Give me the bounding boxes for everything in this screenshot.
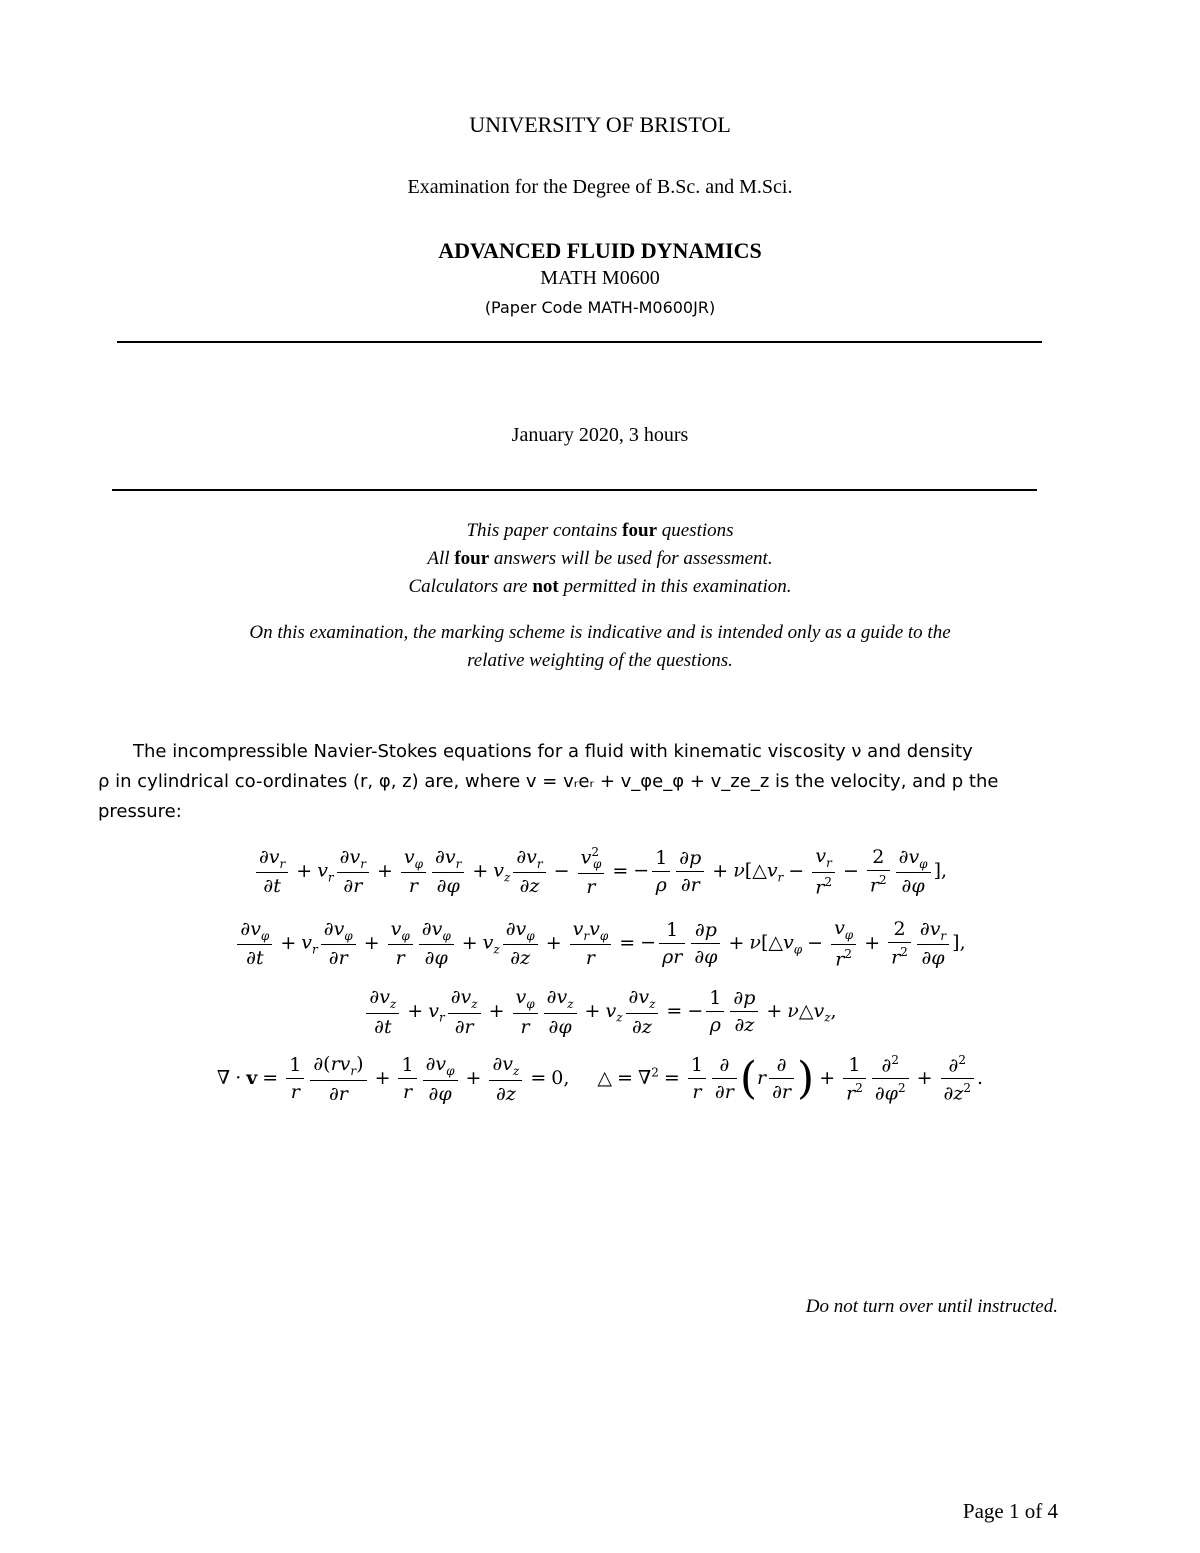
navier-stokes-phi-equation: $\frac{\partial v_\varphi}{\partial t}$ + $v_r$ $\frac{\partial v_\varphi}{\partial r}$ + $\frac{v_\varphi}{r}$ $\frac{\partial v_\varphi}{\partial\varphi}$ + $v_z$ $\frac{\partial v_\varphi}{\partial z}$ + $\frac{v_rv_\varphi}{r}$ = − $\frac{1}{\rho r}$ $\frac{\partial p}{\partial\varphi}$ + $\nu[\triangle v_\varphi$ − $\frac{v_\varphi}{r^2}$ + $\frac{2}{r^2}$ $\frac{\partial v_r}{\partial\varphi}$ ], <box>0 917 1200 970</box>
course-code: MATH M0600 <box>540 267 660 289</box>
intro-line-3: pressure: <box>98 801 182 822</box>
bottom-rule <box>112 489 1037 491</box>
instruction-assessment: All four answers will be used for assessment. <box>427 548 773 569</box>
course-title: ADVANCED FLUID DYNAMICS <box>438 238 762 263</box>
university-name: UNIVERSITY OF BRISTOL <box>469 112 731 137</box>
top-rule <box>117 341 1042 343</box>
paper-code: (Paper Code MATH-M0600JR) <box>484 298 716 317</box>
continuity-and-laplacian-equation: ∇ · v = $\frac{1}{r}$ $\frac{\partial(rv_r)}{\partial r}$ + $\frac{1}{r}$ $\frac{\partial v_\varphi}{\partial\varphi}$ + $\frac{\partial v_z}{\partial z}$ = 0, △ = ∇$^2$ = $\frac{1}{r}$ $\frac{\partial}{\partial r}$ (r $\frac{\partial}{\partial r}$ ) + $\frac{1}{r^2}$ $\frac{\partial^2}{\partial\varphi^2}$ + $\frac{\partial^2}{\partial z^2}$ . <box>216 1052 984 1105</box>
date-duration: January 2020, 3 hours <box>511 424 689 446</box>
intro-line-1: The incompressible Navier-Stokes equations for a fluid with kinematic viscosity ν and density <box>133 741 973 762</box>
page-number: Page 1 of 4 <box>962 1499 1058 1523</box>
intro-line-2: ρ in cylindrical co-ordinates (r, φ, z) are, where v = vᵣeᵣ + v_φe_φ + v_ze_z is the velocity, and p the <box>98 771 999 792</box>
instruction-calculators: Calculators are not permitted in this examination. <box>408 576 792 597</box>
exam-degree-line: Examination for the Degree of B.Sc. and M.Sci. <box>407 176 793 198</box>
marking-scheme-line-1: On this examination, the marking scheme is indicative and is intended only as a guide to the <box>249 622 951 643</box>
navier-stokes-z-equation: $\frac{\partial v_z}{\partial t}$ + $v_r$ $\frac{\partial v_z}{\partial r}$ + $\frac{v_\varphi}{r}$ $\frac{\partial v_z}{\partial\varphi}$ + $v_z$ $\frac{\partial v_z}{\partial z}$ = − $\frac{1}{\rho}$ $\frac{\partial p}{\partial z}$ + $\nu\triangle v_z$, <box>0 986 1200 1038</box>
instruction-question-count: This paper contains four questions <box>466 520 734 541</box>
turn-over-note: Do not turn over until instructed. <box>805 1296 1058 1317</box>
navier-stokes-r-equation: $\frac{\partial v_r}{\partial t}$ + $v_r$ $\frac{\partial v_r}{\partial r}$ + $\frac{v_\varphi}{r}$ $\frac{\partial v_r}{\partial\varphi}$ + $v_z$ $\frac{\partial v_r}{\partial z}$ − $\frac{v^2_\varphi}{r}$ = − $\frac{1}{\rho}$ $\frac{\partial p}{\partial r}$ + $\nu[\triangle v_r$ − $\frac{v_r}{r^2}$ − $\frac{2}{r^2}$ $\frac{\partial v_\varphi}{\partial\varphi}$ ], <box>0 845 1200 898</box>
marking-scheme-line-2: relative weighting of the questions. <box>467 650 733 671</box>
